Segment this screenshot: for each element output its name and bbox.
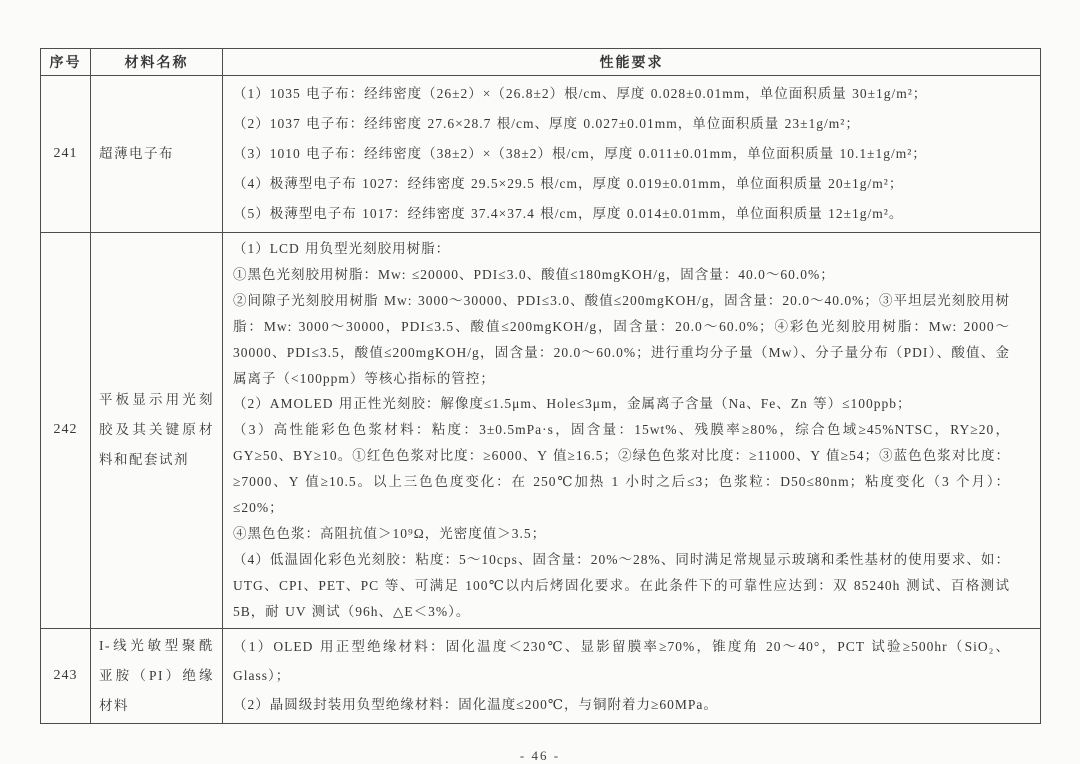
serial-number: 243 [41,628,91,723]
requirement-line: （4）极薄型电子布 1027：经纬密度 29.5×29.5 根/cm，厚度 0.019±0.01mm，单位面积质量 20±1g/m²； [233,176,904,191]
serial-number: 241 [41,76,91,233]
materials-table [40,48,1041,724]
table-row-242 [41,233,1041,629]
requirements-cell [223,628,1041,723]
requirements-cell [223,233,1041,629]
material-name: 平板显示用光刻胶及其关键原材料和配套试剂 [91,233,223,629]
material-name: 超薄电子布 [91,76,223,233]
table-row-241 [41,76,1041,233]
page-number: - 46 - [519,747,561,763]
table-row-243 [41,628,1041,723]
requirement-line: （5）极薄型电子布 1017：经纬密度 37.4×37.4 根/cm，厚度 0.014±0.01mm，单位面积质量 12±1g/m²。 [233,206,904,221]
requirement-line: （2）1037 电子布：经纬密度 27.6×28.7 根/cm、厚度 0.027±0.01mm，单位面积质量 23±1g/m²； [233,116,860,131]
requirement-line: （1）1035 电子布：经纬密度（26±2）×（26.8±2）根/cm、厚度 0.028±0.01mm，单位面积质量 30±1g/m²； [233,86,928,101]
requirement-line: ②间隙子光刻胶用树脂 Mw: 3000～30000、PDI≤3.0、酸值≤200mgKOH/g，固含量：20.0～40.0%；③平坦层光刻胶用树脂：Mw: 3000～30000，PDI≤3.5、酸值≤200mgKOH/g，固含量：20.0～60.0%；④彩色光刻胶用树脂：Mw: 2000～30000、PDI≤3.5，酸值≤200mgKOH/g，固含量：20.0～60.0%；进行重均分子量（Mw）、分子量分布（PDI）、酸值、金属离子（<100ppm）等核心指标的管控； [233,292,1010,386]
requirement-line: （1）OLED 用正型绝缘材料：固化温度＜230℃、显影留膜率≥70%，锥度角 20～40°，PCT 试验≥500hr（SiO₂、Glass）； [233,638,1010,683]
column-header-requirements: 性能要求 [223,49,1041,76]
requirement-line: ①黑色光刻胶用树脂：Mw: ≤20000、PDI≤3.0、酸值≤180mgKOH/g，固含量：40.0～60.0%； [233,266,835,282]
requirement-line: （3）高性能彩色色浆材料：粘度：3±0.5mPa·s，固含量：15wt%、残膜率≥80%，综合色域≥45%NTSC，RY≥20，GY≥50、BY≥10。①红色色浆对比度：≥6000、Y 值≥16.5；②绿色色浆对比度：≥11000、Y 值≥54；③蓝色色浆对比度：≥7000、Y 值≥10.5。以上三色色度变化：在 250℃加热 1 小时之后≤3；色浆粒：D50≤80nm；粘度变化（3 个月）：≤20%； [233,422,1010,516]
requirement-line: （3）1010 电子布：经纬密度（38±2）×（38±2）根/cm，厚度 0.011±0.01mm，单位面积质量 10.1±1g/m²； [233,146,927,161]
requirement-line: ④黑色色浆：高阻抗值＞10⁹Ω，光密度值＞3.5； [233,525,547,541]
material-name: I-线光敏型聚酰亚胺（PI）绝缘材料 [91,628,223,723]
requirement-line: （4）低温固化彩色光刻胶：粘度：5～10cps、固含量：20%～28%、同时满足常规显示玻璃和柔性基材的使用要求、如：UTG、CPI、PET、PC 等、可满足 100℃以内后烤固化要求。在此条件下的可靠性应达到：双 85240h 测试、百格测试 5B，耐 UV 测试（96h、△E＜3%）。 [233,551,1010,619]
table-header-row [41,49,1041,76]
requirements-cell [223,76,1041,233]
requirement-line: （2）晶圆级封装用负型绝缘材料：固化温度≤200℃，与铜附着力≥60MPa。 [233,696,718,712]
column-header-serial: 序号 [41,49,91,76]
requirement-line: （2）AMOLED 用正性光刻胶：解像度≤1.5μm、Hole≤3μm，金属离子含量（Na、Fe、Zn 等）≤100ppb； [233,396,912,412]
column-header-material-name: 材料名称 [91,49,223,76]
requirement-line: （1）LCD 用负型光刻胶用树脂： [233,241,451,256]
serial-number: 242 [41,233,91,629]
